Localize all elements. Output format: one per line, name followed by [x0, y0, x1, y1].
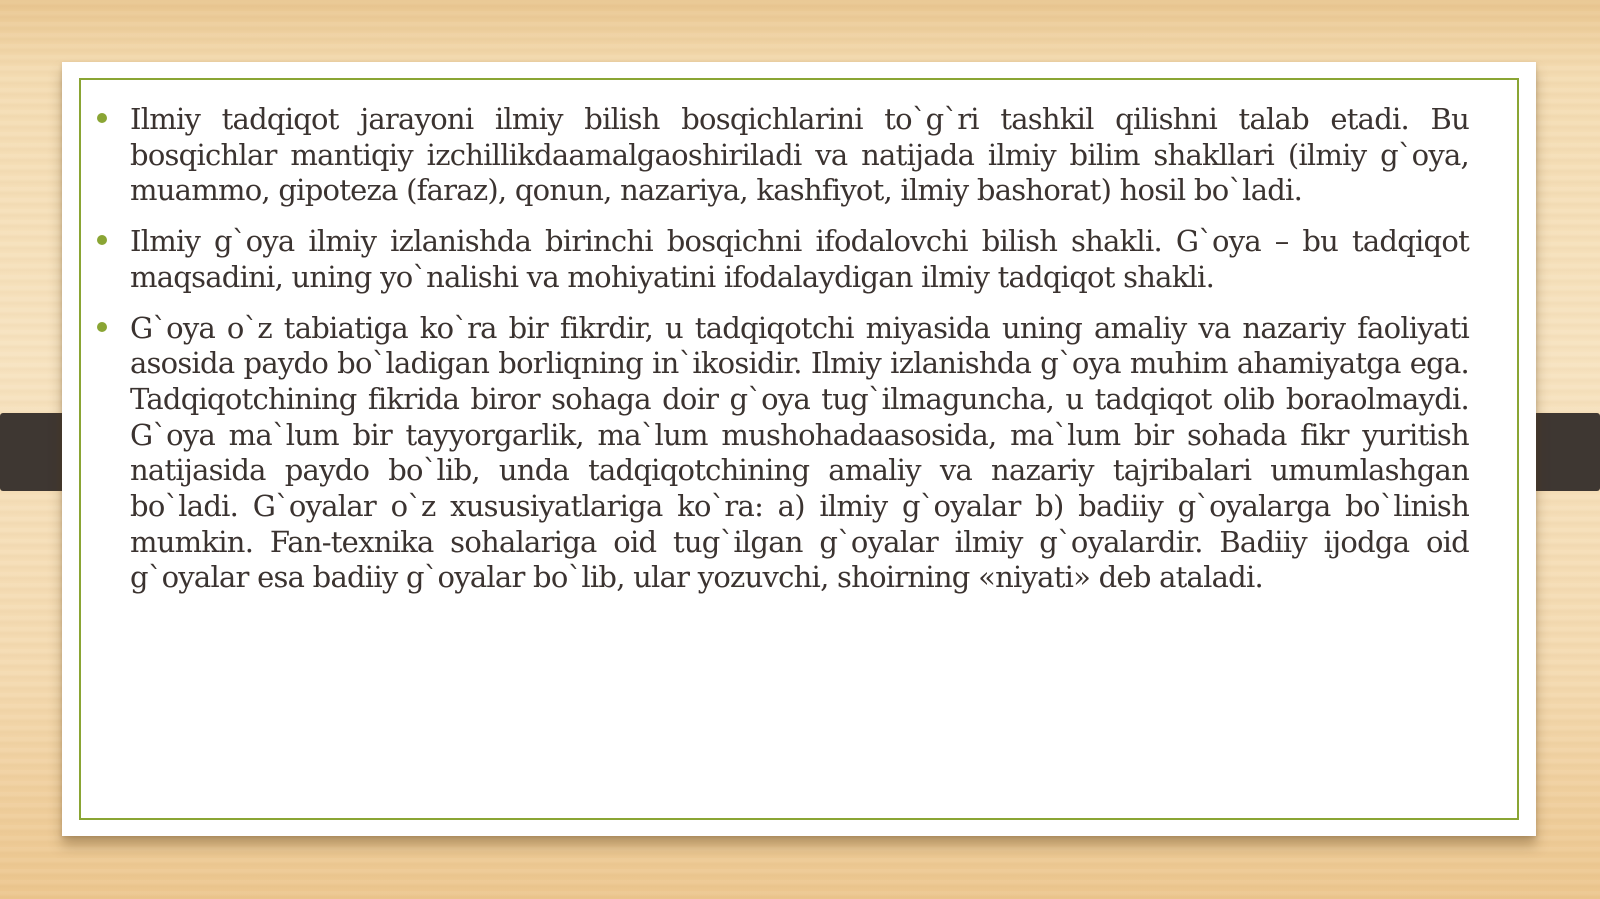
bullet-item-1: [130, 102, 1469, 209]
bullet-dot-icon: [97, 113, 107, 123]
bullet-list: [130, 102, 1469, 611]
bullet-item-3: [130, 311, 1469, 597]
bullet-text: G`oya o`z tabiatiga ko`ra bir fikrdir, u tadqiqotchi miyasida uning amaliy va nazariy faoliyati asosida paydo bo`ladigan borliqning in`ikosidir. Ilmiy izlanishda g`oya muhim ahamiyatga ega. Tadqiqotchining fikrida biror sohaga doir g`oya tug`ilmaguncha, u tadqiqot olib boraolmaydi. G`oya ma`lum bir tayyorgarlik, ma`lum mushohadaasosida, ma`lum bir sohada fikr yuritish natijasida paydo bo`lib, unda tadqiqotchining amaliy va nazariy tajribalari umumlashgan bo`ladi. G`oyalar o`z xususiyatlariga ko`ra: a) ilmiy g`oyalar b) badiiy g`oyalarga bo`linish mumkin. Fan-texnika sohalariga oid tug`ilgan g`oyalar ilmiy g`oyalardir. Badiiy ijodga oid g`oyalar esa badiiy g`oyalar bo`lib, ular yozuvchi, shoirning «niyati» deb ataladi.: [130, 310, 1469, 595]
bullet-text: Ilmiy tadqiqot jarayoni ilmiy bilish bosqichlarini to`g`ri tashkil qilishni talab etadi. Bu bosqichlar mantiqiy izchillikdaamalgaoshiriladi va natijada ilmiy bilim shakllari (ilmiy g`oya, muammo, gipoteza (faraz), qonun, nazariya, kashfiyot, ilmiy bashorat) hosil bo`ladi.: [130, 102, 1469, 208]
slide-card: [62, 62, 1536, 836]
bullet-item-2: [130, 224, 1469, 295]
bullet-text: Ilmiy g`oya ilmiy izlanishda birinchi bosqichni ifodalovchi bilish shakli. G`oya – bu tadqiqot maqsadini, uning yo`nalishi va mohiyatini ifodalaydigan ilmiy tadqiqot shakli.: [130, 224, 1469, 294]
bullet-dot-icon: [97, 322, 107, 332]
